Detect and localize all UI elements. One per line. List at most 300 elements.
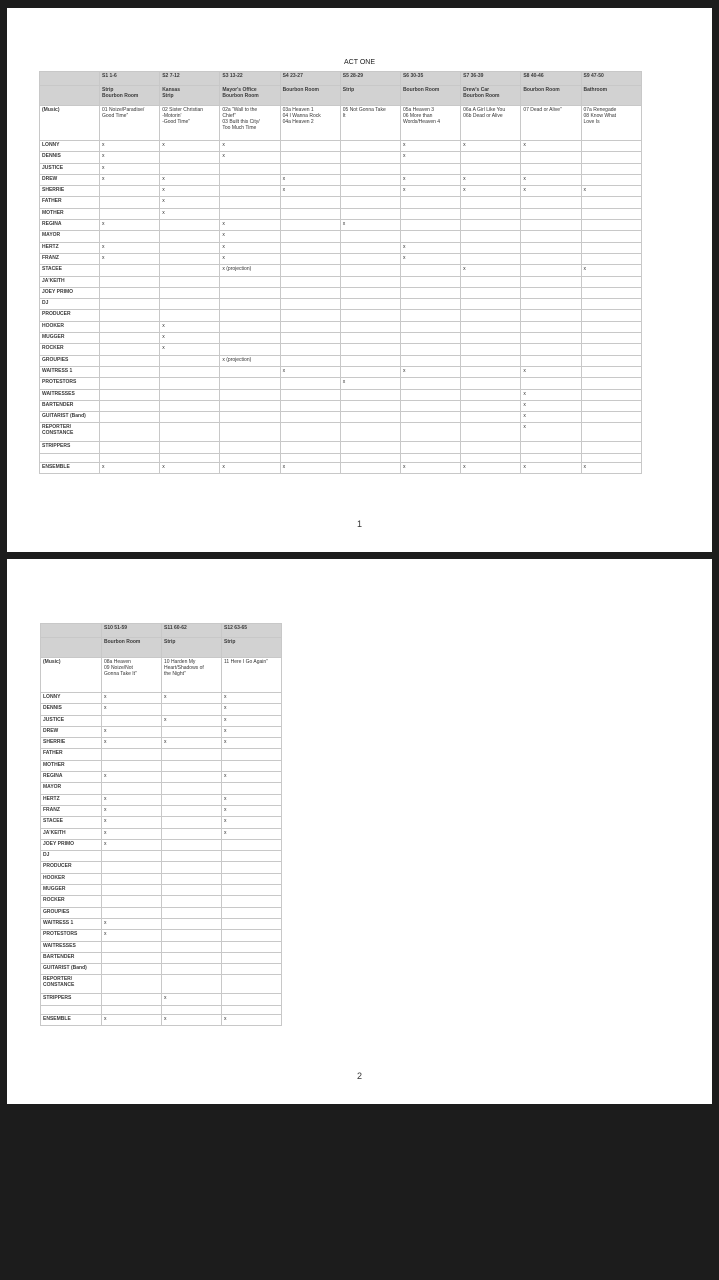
appearance-mark [400, 344, 460, 355]
appearance-mark [280, 310, 340, 321]
appearance-mark: x [222, 794, 282, 805]
appearance-mark [160, 412, 220, 423]
character-name: SHERRIE [41, 738, 102, 749]
appearance-mark [280, 242, 340, 253]
appearance-mark [581, 310, 641, 321]
character-name: ENSEMBLE [40, 462, 100, 473]
appearance-mark [220, 197, 280, 208]
appearance-mark [102, 873, 162, 884]
appearance-mark [400, 287, 460, 298]
appearance-mark: x [100, 242, 160, 253]
appearance-mark [581, 163, 641, 174]
appearance-mark: x [222, 738, 282, 749]
appearance-mark [100, 321, 160, 332]
appearance-mark: x [222, 715, 282, 726]
appearance-mark: x [521, 462, 581, 473]
appearance-mark [400, 299, 460, 310]
appearance-mark [581, 400, 641, 411]
scene-breakdown-table-1 [39, 71, 642, 474]
document-page-2 [7, 559, 712, 1104]
scene-code: S4 23-27 [280, 72, 340, 86]
appearance-mark [581, 220, 641, 231]
scene-location: Bourbon Room [521, 86, 581, 106]
page-number: 1 [356, 519, 362, 529]
character-name: WAITRESSES [40, 389, 100, 400]
appearance-mark [102, 862, 162, 873]
appearance-mark [521, 453, 581, 462]
appearance-mark [581, 333, 641, 344]
scene-music: 05 Not Gonna Take It [340, 106, 400, 141]
appearance-mark [160, 389, 220, 400]
appearance-mark: x [160, 141, 220, 152]
table-row [41, 918, 282, 929]
appearance-mark [100, 197, 160, 208]
appearance-mark: x [100, 174, 160, 185]
character-name [41, 1005, 102, 1014]
appearance-mark: x [102, 930, 162, 941]
appearance-mark [160, 231, 220, 242]
appearance-mark: x [160, 174, 220, 185]
character-name: JA'KEITH [41, 828, 102, 839]
appearance-mark [340, 442, 400, 453]
appearance-mark: x [400, 141, 460, 152]
character-name: FRANZ [41, 805, 102, 816]
character-name: DREW [40, 174, 100, 185]
appearance-mark: x [400, 174, 460, 185]
appearance-mark [461, 400, 521, 411]
appearance-mark [160, 265, 220, 276]
appearance-mark [280, 163, 340, 174]
appearance-mark [162, 896, 222, 907]
table-row [41, 896, 282, 907]
appearance-mark [461, 344, 521, 355]
appearance-mark [222, 885, 282, 896]
character-name: GUITARIST (Band) [40, 412, 100, 423]
appearance-mark: x [220, 141, 280, 152]
appearance-mark [400, 423, 460, 442]
appearance-mark [461, 231, 521, 242]
appearance-mark [100, 423, 160, 442]
appearance-mark: x [521, 389, 581, 400]
scene-location: Mayor's Office Bourbon Room [220, 86, 280, 106]
appearance-mark [521, 163, 581, 174]
table-row [41, 726, 282, 737]
table-row [40, 276, 642, 287]
appearance-mark: x [102, 1014, 162, 1025]
appearance-mark [461, 287, 521, 298]
scene-music: 02a “Wall to the Chief” 03 Built this City/ Too Much Time [220, 106, 280, 141]
appearance-mark [100, 400, 160, 411]
appearance-mark [160, 299, 220, 310]
appearance-mark: x [102, 738, 162, 749]
appearance-mark [100, 276, 160, 287]
appearance-mark [102, 975, 162, 994]
scene-location: Kansas Strip [160, 86, 220, 106]
appearance-mark [521, 355, 581, 366]
scene-code: S1 1-6 [100, 72, 160, 86]
appearance-mark [340, 208, 400, 219]
appearance-mark [461, 321, 521, 332]
corner-cell [40, 86, 100, 106]
appearance-mark [160, 276, 220, 287]
appearance-mark [280, 299, 340, 310]
appearance-mark [160, 366, 220, 377]
appearance-mark [162, 817, 222, 828]
character-name: REGINA [40, 220, 100, 231]
appearance-mark: x [222, 693, 282, 704]
appearance-mark [102, 749, 162, 760]
appearance-mark [340, 423, 400, 442]
appearance-mark: x [220, 462, 280, 473]
appearance-mark [280, 412, 340, 423]
table-row [40, 462, 642, 473]
appearance-mark [102, 907, 162, 918]
appearance-mark: x [160, 321, 220, 332]
appearance-mark [400, 321, 460, 332]
appearance-mark [160, 378, 220, 389]
table-row [40, 242, 642, 253]
appearance-mark: x [400, 242, 460, 253]
appearance-mark [400, 163, 460, 174]
appearance-mark [160, 163, 220, 174]
appearance-mark [340, 174, 400, 185]
scene-music: 06a A Girl Like You 06b Dead or Alive [461, 106, 521, 141]
appearance-mark [220, 453, 280, 462]
appearance-mark: x [160, 344, 220, 355]
appearance-mark: x [222, 772, 282, 783]
scene-location: Bourbon Room [400, 86, 460, 106]
appearance-mark [100, 208, 160, 219]
table-row [40, 208, 642, 219]
appearance-mark [340, 276, 400, 287]
appearance-mark [220, 186, 280, 197]
appearance-mark [340, 265, 400, 276]
appearance-mark [581, 152, 641, 163]
appearance-mark [160, 310, 220, 321]
appearance-mark [102, 783, 162, 794]
document-page-1 [7, 8, 712, 552]
appearance-mark [581, 174, 641, 185]
appearance-mark [162, 749, 222, 760]
appearance-mark: x [280, 462, 340, 473]
appearance-mark: x [100, 462, 160, 473]
appearance-mark [581, 344, 641, 355]
table-row [40, 366, 642, 377]
table-row [41, 839, 282, 850]
appearance-mark [340, 453, 400, 462]
table-row [41, 952, 282, 963]
appearance-mark [400, 355, 460, 366]
appearance-mark [340, 287, 400, 298]
appearance-mark [461, 242, 521, 253]
appearance-mark [220, 163, 280, 174]
appearance-mark [521, 378, 581, 389]
appearance-mark [100, 378, 160, 389]
appearance-mark [461, 366, 521, 377]
appearance-mark [581, 378, 641, 389]
appearance-mark [100, 186, 160, 197]
appearance-mark [160, 152, 220, 163]
appearance-mark: x [160, 462, 220, 473]
character-name: JUSTICE [40, 163, 100, 174]
appearance-mark [521, 287, 581, 298]
character-name: MUGGER [41, 885, 102, 896]
table-row [41, 1005, 282, 1014]
appearance-mark: x (projection) [220, 265, 280, 276]
table-row [41, 851, 282, 862]
character-name: LONNY [41, 693, 102, 704]
appearance-mark: x [581, 186, 641, 197]
table-row [40, 197, 642, 208]
table-row [41, 862, 282, 873]
appearance-mark: x (projection) [220, 355, 280, 366]
appearance-mark: x [222, 817, 282, 828]
character-name: JOEY PRIMO [41, 839, 102, 850]
table-row [40, 400, 642, 411]
appearance-mark: x [521, 366, 581, 377]
appearance-mark [280, 453, 340, 462]
appearance-mark [100, 299, 160, 310]
character-name: STACEE [41, 817, 102, 828]
character-name: PRODUCER [40, 310, 100, 321]
appearance-mark [162, 772, 222, 783]
appearance-mark [162, 862, 222, 873]
appearance-mark [220, 299, 280, 310]
scene-code: S5 28-29 [340, 72, 400, 86]
appearance-mark: x [102, 704, 162, 715]
appearance-mark [220, 276, 280, 287]
appearance-mark [162, 760, 222, 771]
appearance-mark [160, 287, 220, 298]
scene-location: Strip [162, 638, 222, 658]
appearance-mark [162, 704, 222, 715]
table-row [41, 930, 282, 941]
appearance-mark [162, 975, 222, 994]
appearance-mark [400, 220, 460, 231]
appearance-mark [581, 423, 641, 442]
table-row [40, 299, 642, 310]
appearance-mark: x [162, 1014, 222, 1025]
appearance-mark: x [160, 186, 220, 197]
table-row [40, 423, 642, 442]
character-name: LONNY [40, 141, 100, 152]
appearance-mark [160, 242, 220, 253]
appearance-mark [340, 152, 400, 163]
appearance-mark [461, 152, 521, 163]
appearance-mark: x [222, 805, 282, 816]
appearance-mark: x [162, 693, 222, 704]
appearance-mark: x [100, 220, 160, 231]
music-row-label: (Music) [41, 658, 102, 693]
appearance-mark: x [220, 231, 280, 242]
appearance-mark [461, 453, 521, 462]
appearance-mark [222, 873, 282, 884]
appearance-mark [160, 453, 220, 462]
appearance-mark [160, 423, 220, 442]
appearance-mark: x [581, 462, 641, 473]
appearance-mark [280, 442, 340, 453]
appearance-mark: x [461, 265, 521, 276]
appearance-mark [220, 310, 280, 321]
appearance-mark [102, 715, 162, 726]
appearance-mark [222, 964, 282, 975]
table-row [41, 817, 282, 828]
table-row [41, 738, 282, 749]
appearance-mark: x [220, 242, 280, 253]
appearance-mark: x [461, 174, 521, 185]
appearance-mark [400, 453, 460, 462]
appearance-mark: x [521, 400, 581, 411]
appearance-mark: x [340, 220, 400, 231]
appearance-mark [280, 333, 340, 344]
character-name: JA'KEITH [40, 276, 100, 287]
scene-location: Bourbon Room [280, 86, 340, 106]
appearance-mark [521, 344, 581, 355]
appearance-mark [461, 412, 521, 423]
table-row [41, 749, 282, 760]
appearance-mark [222, 862, 282, 873]
appearance-mark [461, 442, 521, 453]
appearance-mark [100, 310, 160, 321]
character-name: ROCKER [40, 344, 100, 355]
appearance-mark [222, 851, 282, 862]
scene-code: S9 47-50 [581, 72, 641, 86]
character-name: FATHER [41, 749, 102, 760]
appearance-mark [400, 265, 460, 276]
table-row [40, 442, 642, 453]
appearance-mark: x [521, 423, 581, 442]
appearance-mark [102, 952, 162, 963]
table-row [41, 772, 282, 783]
character-name: MAYOR [40, 231, 100, 242]
appearance-mark [340, 462, 400, 473]
appearance-mark: x [102, 918, 162, 929]
table-row [40, 141, 642, 152]
table-row [40, 344, 642, 355]
appearance-mark: x [521, 141, 581, 152]
appearance-mark [581, 389, 641, 400]
appearance-mark [581, 453, 641, 462]
appearance-mark [581, 276, 641, 287]
appearance-mark [521, 152, 581, 163]
character-name: FATHER [40, 197, 100, 208]
appearance-mark [461, 423, 521, 442]
character-name: JOEY PRIMO [40, 287, 100, 298]
appearance-mark [461, 310, 521, 321]
appearance-mark [102, 964, 162, 975]
appearance-mark: x [280, 186, 340, 197]
character-name: DJ [40, 299, 100, 310]
appearance-mark: x [400, 366, 460, 377]
appearance-mark [461, 389, 521, 400]
appearance-mark: x [400, 462, 460, 473]
appearance-mark [162, 783, 222, 794]
scene-location: Bathroom [581, 86, 641, 106]
appearance-mark [162, 952, 222, 963]
appearance-mark [100, 442, 160, 453]
appearance-mark [461, 220, 521, 231]
table-row [40, 355, 642, 366]
appearance-mark [280, 265, 340, 276]
table-row [41, 1014, 282, 1025]
music-row-label: (Music) [40, 106, 100, 141]
scene-breakdown-table-2 [40, 623, 282, 1026]
appearance-mark [280, 378, 340, 389]
character-name: ENSEMBLE [41, 1014, 102, 1025]
appearance-mark [400, 208, 460, 219]
appearance-mark: x [581, 265, 641, 276]
appearance-mark: x [461, 186, 521, 197]
appearance-mark [461, 276, 521, 287]
appearance-mark [461, 208, 521, 219]
appearance-mark [340, 389, 400, 400]
appearance-mark [102, 760, 162, 771]
appearance-mark [400, 400, 460, 411]
table-row [41, 907, 282, 918]
character-name: STACEE [40, 265, 100, 276]
appearance-mark [102, 851, 162, 862]
appearance-mark [220, 412, 280, 423]
table-row [40, 253, 642, 264]
table-row [41, 805, 282, 816]
character-name: MUGGER [40, 333, 100, 344]
appearance-mark [461, 299, 521, 310]
appearance-mark [400, 310, 460, 321]
table-row [41, 693, 282, 704]
appearance-mark [581, 442, 641, 453]
scene-music: 02 Sister Christian -Motorin' -Good Time” [160, 106, 220, 141]
appearance-mark [521, 253, 581, 264]
appearance-mark [100, 287, 160, 298]
table-row [41, 783, 282, 794]
appearance-mark [400, 412, 460, 423]
appearance-mark [220, 344, 280, 355]
appearance-mark [521, 299, 581, 310]
appearance-mark [222, 760, 282, 771]
appearance-mark [521, 333, 581, 344]
appearance-mark [160, 442, 220, 453]
appearance-mark: x [160, 197, 220, 208]
appearance-mark: x [222, 1014, 282, 1025]
appearance-mark [340, 355, 400, 366]
appearance-mark [280, 287, 340, 298]
scene-location: Bourbon Room [102, 638, 162, 658]
appearance-mark [581, 321, 641, 332]
table-row [41, 760, 282, 771]
table-row [41, 794, 282, 805]
appearance-mark [162, 851, 222, 862]
appearance-mark [222, 839, 282, 850]
scene-music: 05a Heaven 3 06 More than Words/Heaven 4 [400, 106, 460, 141]
table-row [41, 704, 282, 715]
appearance-mark [521, 276, 581, 287]
appearance-mark: x [280, 366, 340, 377]
table-row [41, 964, 282, 975]
appearance-mark [100, 344, 160, 355]
appearance-mark [461, 333, 521, 344]
appearance-mark [340, 242, 400, 253]
table-row [40, 220, 642, 231]
appearance-mark [162, 828, 222, 839]
scene-code: S3 13-22 [220, 72, 280, 86]
character-name: GROUPIES [41, 907, 102, 918]
appearance-mark: x [222, 828, 282, 839]
appearance-mark: x [220, 253, 280, 264]
appearance-mark [521, 265, 581, 276]
appearance-mark [102, 885, 162, 896]
appearance-mark [521, 197, 581, 208]
character-name: BARTENDER [40, 400, 100, 411]
